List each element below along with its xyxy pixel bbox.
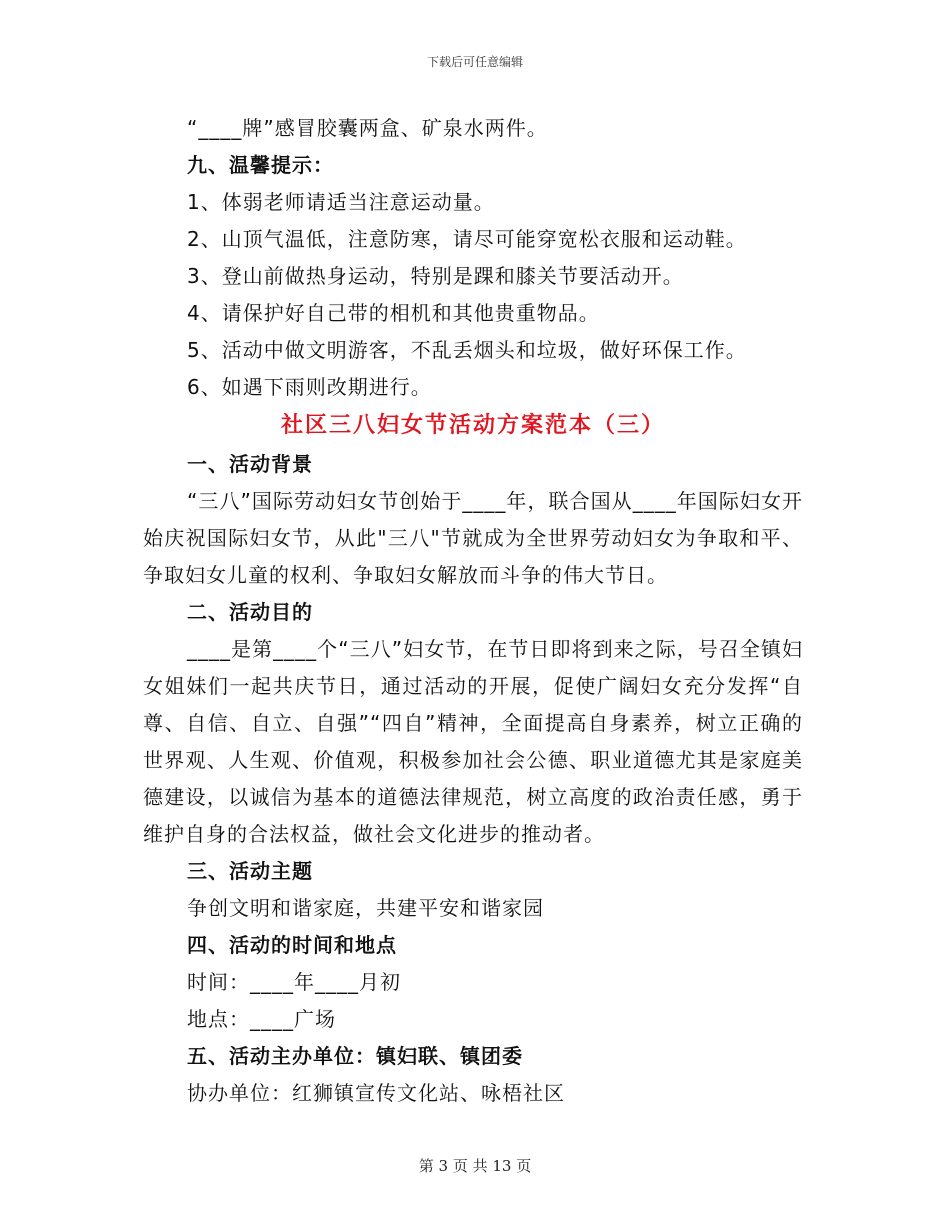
tip-item: 2、山顶气温低，注意防寒，请尽可能穿宽松衣服和运动鞋。 [187, 227, 747, 251]
section-heading-organizer: 五、活动主办单位：镇妇联、镇团委 [187, 1044, 523, 1068]
tip-item: 3、登山前做热身运动，特别是踝和膝关节要活动开。 [187, 264, 684, 288]
paragraph-background: “三八”国际劳动妇女节创始于____年，联合国从____年国际妇女开始庆祝国际妇女节，从此"三八"节就成为全世界劳动妇女为争取和平、争取妇女儿童的权利、争取妇女解放而斗争的伟大节日。 [143, 489, 803, 587]
paragraph-purpose: ____是第____个“三八”妇女节，在节日即将到来之际，号召全镇妇女姐妹们一起共庆节日，通过活动的开展，促使广阔妇女充分发挥“自尊、自信、自立、自强”“四自”精神，全面提高自身素养，树立正确的世界观、人生观、价值观，积极参加社会公德、职业道德尤其是家庭美德建设，以诚信为基本的道德法律规范，树立高度的政治责任感，勇于维护自身的合法权益，做社会文化进步的推动者。 [143, 637, 803, 846]
section-heading-background: 一、活动背景 [187, 452, 313, 476]
tip-item: 5、活动中做文明游客，不乱丢烟头和垃圾，做好环保工作。 [187, 338, 747, 362]
page-footer: 第 3 页 共 13 页 [418, 1157, 532, 1175]
section-heading-theme: 三、活动主题 [187, 859, 313, 883]
section-heading-time-place: 四、活动的时间和地点 [187, 933, 397, 957]
time-line: 时间：____年____月初 [187, 970, 401, 994]
place-line: 地点：____广场 [187, 1007, 336, 1031]
section-heading-tips: 九、温馨提示： [187, 153, 334, 177]
theme-text: 争创文明和谐家庭，共建平安和谐家园 [187, 896, 544, 920]
tip-item: 4、请保护好自己带的相机和其他贵重物品。 [187, 301, 600, 325]
section-heading-purpose: 二、活动目的 [187, 600, 313, 624]
tip-item: 1、体弱老师请适当注意运动量。 [187, 190, 495, 214]
page-header: 下载后可任意编辑 [426, 55, 523, 69]
document-title: 社区三八妇女节活动方案范本（三） [280, 413, 665, 438]
document-body [143, 110, 803, 1112]
co-organizer-line: 协办单位：红狮镇宣传文化站、咏梧社区 [187, 1081, 565, 1105]
tip-item: 6、如遇下雨则改期进行。 [187, 375, 432, 399]
carry-over-line: “____牌”感冒胶囊两盒、矿泉水两件。 [187, 116, 548, 140]
